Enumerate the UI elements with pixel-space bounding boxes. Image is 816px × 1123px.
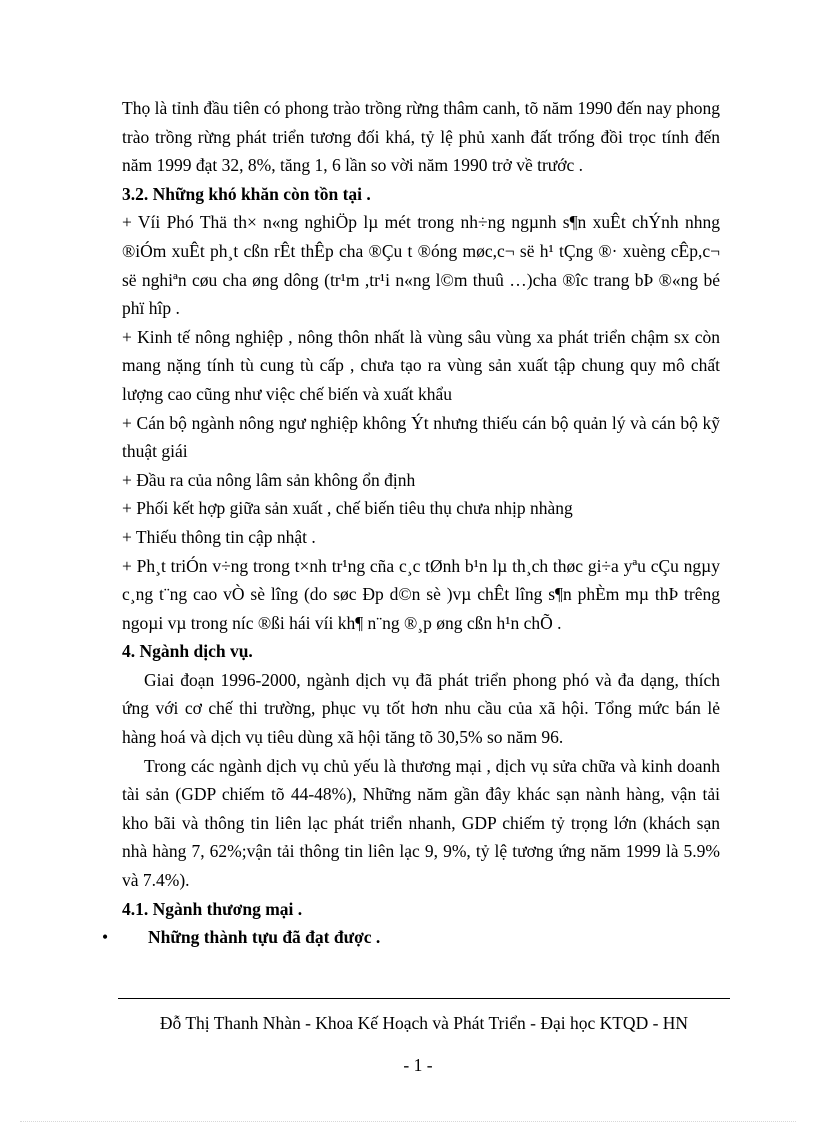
heading-3-2-difficulties: 3.2. Những khó khăn còn tồn tại . [122,183,371,204]
page-number: - 1 - [403,1055,433,1075]
bullet-icon: • [102,927,109,948]
heading-4-1-commerce: 4.1. Ngành thương mại . [122,898,303,919]
paragraph-services-gdp: Trong các ngành dịch vụ chủ yếu là thương mại , dịch vụ sửa chữa và kinh doanh tài sản (GDP chiếm tõ 44-48%), Những năm gần đây khác sạn nành hàng, vận tải kho bãi và thông tin liên lạc phát triển nhanh, GDP chiếm tỷ trọng lớn (khách sạn nhà hàng 7, 62%;vận tải thông tin liên lạc 9, 9%, tỷ lệ tương ứng năm 1999 là 5.9% và 7.4%). [122,755,720,891]
paragraph-coordination: + Phối kết hợp giữa sản xuất , chế biến tiêu thụ chưa nhịp nhàng [122,498,573,519]
paragraph-output-unstable: + Đầu ra của nông lâm sản không ổn định [122,469,416,490]
paragraph-rural-economy: + Kinh tế nông nghiệp , nông thôn nhất là vùng sâu vùng xa phát triển chậm sx còn mang nặng tính tù cung tù cấp , chưa tạo ra vùng sản xuất tập chung quy mô chất lượng cao cũng như việc chế biến và xuất khẩu [122,326,720,404]
paragraph-staff-shortage: + Cán bộ ngành nông ngư nghiệp không Ýt nhưng thiếu cán bộ quản lý và cán bộ kỹ thuật giái [122,412,720,462]
paragraph-services-period: Giai đoạn 1996-2000, ngành dịch vụ đã phát triển phong phó và đa dạng, thích ứng với cơ chế thi trường, phục vụ tốt hơn nhu cầu của xã hội. Tổng mức bán lẻ hàng hoá và dịch vụ tiêu dùng xã hội tăng tõ 30,5% so năm 96. [122,669,720,748]
page-footer: Đỗ Thị Thanh Nhàn - Khoa Kế Hoạch và Phát Triển - Đại học KTQD - HN [159,1013,689,1033]
paragraph-information: + Thiếu thông tin cập nhật . [122,526,316,547]
page-edge-divider [20,1121,796,1122]
paragraph-development-garbled: + Ph¸t triÓn v÷ng trong t×nh tr¹ng cña c¸c tØnh b¹n lµ th¸ch thøc gi÷a yªu cÇu ngµy c¸ng t¨ng cao vÒ sè lîng (do søc Ðp d©n sè )vµ chÊt lîng s¶n phÈm mµ thÞ trêng ngoµi vµ trong níc ®ßi hái víi kh¶ n¨ng ®¸p øng cßn h¹n chÕ . [122,555,720,633]
bullet-achievements [102,923,720,952]
paragraph-agriculture-garbled: + Víi Phó Thä th× n«ng nghiÖp lµ mét trong nh÷ng ngµnh s¶n xuÊt chÝnh nhng ®iÓm xuÊt ph¸t cßn rÊt thÊp cha ®Çu t ®óng møc,c¬ së h¹ tÇng ®· xuèng cÊp,c¬ së nghiªn cøu cha øng dông (tr¹m ,tr¹i n«ng l©m thuû …)cha ®îc trang bÞ ®«ng bé phï hîp . [122,212,720,319]
heading-4-services: 4. Ngành dịch vụ. [122,641,253,662]
bullet-achievements-text: Những thành tựu đã đạt được . [148,927,381,948]
document-body [102,94,720,952]
footer-divider [118,998,730,999]
paragraph-forestry-achievement: Thọ là tỉnh đầu tiên có phong trào trồng rừng thâm canh, tõ năm 1990 đến nay phong trào trồng rừng phát triển tương đối khá, tỷ lệ phủ xanh đất trống đồi trọc tính đến năm 1999 đạt 32, 8%, tăng 1, 6 lần so vời năm 1990 trở về trước . [122,98,720,176]
